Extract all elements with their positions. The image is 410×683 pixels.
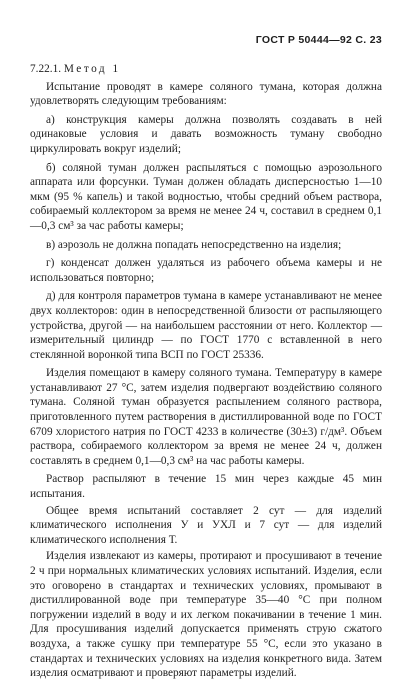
paragraph: д) для контроля параметров тумана в камере устанавливают не менее двух коллекторов: один в непосредственной близости от распыляющего устройства, другой — на наибольшем расстоянии от него. Коллектор — измерительный цилиндр — по ГОСТ 1770 с вставленной в него стеклянной воронкой типа ВСП по ГОСТ 25336. — [30, 290, 382, 361]
paragraph: Испытание проводят в камере соляного тумана, которая должна удовлетворять следующим требованиям: — [30, 80, 382, 108]
paragraph: г) конденсат должен удаляться из рабочего объема камеры и не использоваться повторно; — [30, 257, 382, 284]
text-column — [30, 62, 382, 683]
paragraph: Общее время испытаний составляет 2 сут — для изделий климатического исполнения У и УХЛ и 7 сут — для изделий климатического исполнения Т. — [30, 504, 382, 546]
page-header: ГОСТ Р 50444—92 С. 23 — [255, 34, 382, 46]
section-title: Метод 1 — [63, 63, 121, 75]
paragraph: Изделия извлекают из камеры, протирают и просушивают в течение 2 ч при нормальных климатических условиях испытаний. Изделия, если это оговорено в стандартах и технических условиях, промывают в дистиллированной воде при температуре 35—40 °С при полном погружении изделий в воду и их легком покачивании в течение 1 мин. Для просушивания изделий допускается применять струю сжатого воздуха, а также сушку при температуре 55 °С, если это указано в стандартах и технических условиях на изделия конкретного вида. Затем изделия осматривают и проверяют параметры изделий. — [30, 550, 382, 680]
paragraph: Изделия помещают в камеру соляного тумана. Температуру в камере устанавливают 27 °С, затем изделия подвергают воздействию соляного тумана. Соляной туман образуется распылением соляного раствора, приготовленного путем растворения в дистиллированной воде по ГОСТ 6709 хлористого натрия по ГОСТ 4233 в количестве (30±3) г/дм³. Объем раствора, собираемого коллектором за время не менее 24 ч, должен составлять в среднем 0,1—0,3 см³ на час работы камеры. — [30, 367, 382, 467]
paragraph: Раствор распыляют в течение 15 мин через каждые 45 мин испытания. — [30, 473, 382, 501]
paragraph: б) соляной туман должен распыляться с помощью аэрозольного аппарата или форсунки. Туман должен обладать дисперсностью 1—10 мкм (95 % капель) и такой водностью, чтобы средний объем раствора, собираемый коллектором за время не менее 24 ч, составил в среднем 0,1—0,3 см³ за час работы камеры; — [30, 161, 382, 232]
section-heading — [30, 62, 382, 77]
section-number: 7.22.1. — [30, 63, 62, 75]
paragraph: а) конструкция камеры должна позволять создавать в ней одинаковые условия и давать возможность туману свободно циркулировать вокруг изделий; — [30, 113, 382, 155]
paragraph: в) аэрозоль не должна попадать непосредственно на изделия; — [46, 238, 342, 251]
